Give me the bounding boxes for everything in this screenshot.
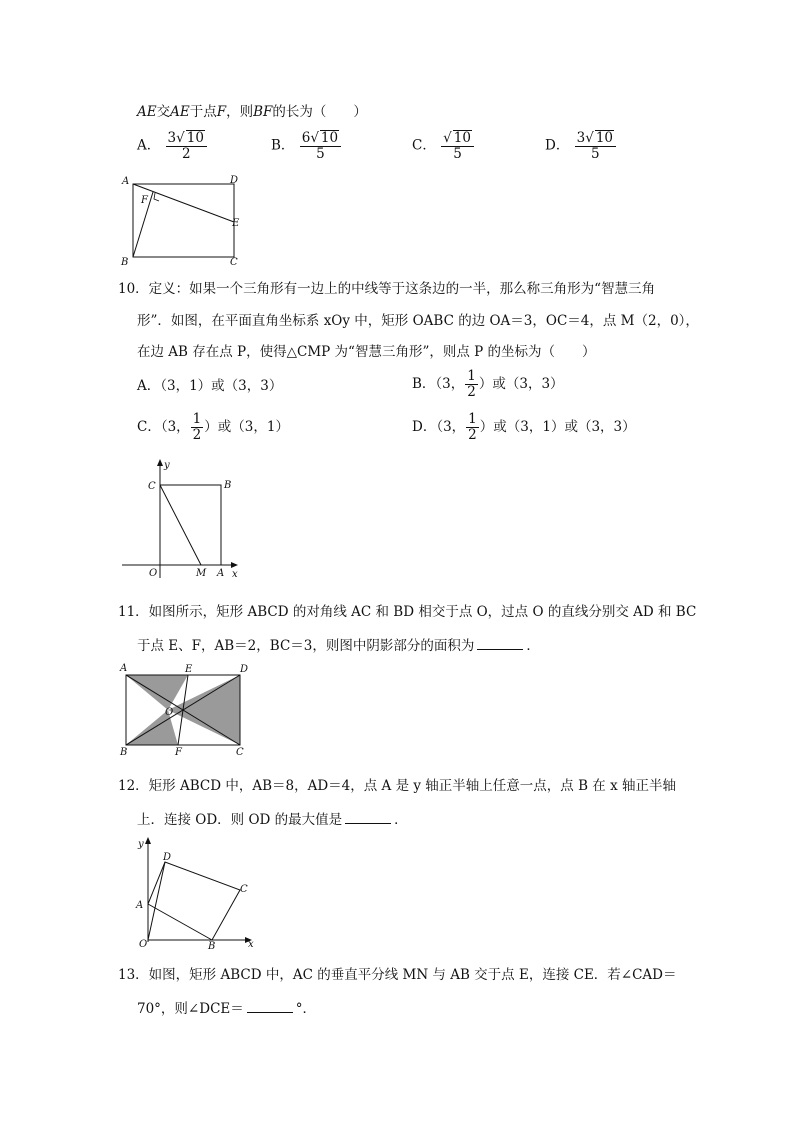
q10-option-a: A．（3，1）或（3，3） bbox=[137, 378, 283, 394]
q10-x-arrow-icon bbox=[231, 562, 238, 568]
q9-label-b: B bbox=[121, 257, 129, 268]
q12-y-arrow-icon bbox=[145, 837, 151, 844]
q9-seg-f: F bbox=[216, 104, 227, 120]
q11-label-o: O bbox=[165, 707, 174, 718]
q11-label-d: D bbox=[240, 664, 249, 675]
q12-label-c: C bbox=[240, 884, 248, 895]
q9-option-c-fraction: $\frac{√ 10}{5}$ bbox=[441, 130, 474, 162]
q12-rectangle bbox=[148, 862, 240, 940]
q9-rectangle bbox=[133, 184, 234, 257]
q11-label-f: F bbox=[175, 747, 182, 758]
q11-label-a: A bbox=[120, 663, 128, 674]
q9-stem-tail bbox=[137, 103, 367, 121]
q12-stem-line-2: 上．连接 OD．则 OD 的最大值是 ． bbox=[137, 809, 408, 829]
q12-label-y: y bbox=[138, 839, 144, 850]
q9-seg-jiao: 交 bbox=[156, 104, 171, 120]
q9-figure bbox=[118, 172, 248, 268]
q9-option-b: B． $\frac{6√ 10}{5}$ bbox=[271, 130, 342, 162]
q11-stem-line-2: 于点 E、F，AB＝2，BC＝3，则图中阴影部分的面积为 ． bbox=[137, 635, 540, 655]
q12-label-b: B bbox=[208, 941, 216, 950]
q10-option-c: C．（3， $\frac{1}{2}$ ）或（3，1） bbox=[137, 411, 289, 443]
q12-stem-line-1: 12．矩形 ABCD 中，AB＝8，AD＝4，点 A 是 y 轴正半轴上任意一点，点 B 在 x 轴正半轴 bbox=[118, 778, 676, 794]
q9-segment-ae bbox=[133, 184, 234, 222]
q11-label-c: C bbox=[236, 747, 244, 758]
q12-segment-od bbox=[148, 862, 165, 940]
q13-stem-line-2: 70°，则∠DCE＝ °． bbox=[137, 998, 316, 1018]
q9-label-d: D bbox=[230, 175, 239, 186]
q11-label-b: B bbox=[120, 747, 128, 758]
q9-option-d-fraction: $\frac{3√ 10}{5}$ bbox=[575, 130, 616, 162]
q10-label-c: C bbox=[148, 481, 156, 492]
q10-segment-cm bbox=[160, 485, 201, 565]
q12-label-a: A bbox=[136, 900, 144, 911]
q9-option-d: D． $\frac{3√ 10}{5}$ bbox=[545, 130, 617, 162]
q10-y-arrow-icon bbox=[157, 459, 163, 466]
q10-option-b: B．（3， $\frac{1}{2}$ ）或（3，3） bbox=[412, 368, 564, 400]
radical-icon: √ bbox=[585, 130, 594, 146]
q10-figure bbox=[118, 458, 248, 582]
radical-icon: √ bbox=[310, 130, 319, 146]
q11-stem-line-1: 11．如图所示，矩形 ABCD 的对角线 AC 和 BD 相交于点 O，过点 O 的直线分别交 AD 和 BC bbox=[118, 604, 697, 620]
q10-label-o: O bbox=[149, 568, 158, 579]
q9-right-angle-mark bbox=[154, 193, 159, 201]
q10-stem-line-2: 形”．如图，在平面直角坐标系 xOy 中，矩形 OABC 的边 OA＝3，OC＝4，点 M（2，0）， bbox=[137, 313, 699, 329]
q9-label-c: C bbox=[230, 257, 238, 268]
q12-answer-blank[interactable] bbox=[345, 809, 391, 824]
q12-figure bbox=[128, 834, 263, 950]
q10-label-x: x bbox=[232, 569, 238, 580]
q9-seg-bf: BF bbox=[253, 104, 273, 120]
q9-seg-yudian: 于点 bbox=[189, 104, 217, 120]
q9-label-a: A bbox=[122, 176, 130, 187]
q11-figure bbox=[116, 660, 256, 758]
q11-answer-blank[interactable] bbox=[477, 635, 523, 650]
q9-option-b-fraction: $\frac{6√ 10}{5}$ bbox=[300, 130, 341, 162]
q10-label-a: A bbox=[217, 568, 225, 579]
q9-seg-ze: ，则 bbox=[226, 104, 254, 120]
q10-label-y: y bbox=[164, 460, 170, 471]
q12-label-d: D bbox=[163, 852, 172, 863]
q10-option-d: D．（3， $\frac{1}{2}$ ）或（3，1）或（3，3） bbox=[412, 411, 636, 443]
q9-option-a-fraction: $\frac{3√ 10}{2}$ bbox=[166, 130, 207, 162]
radical-icon: √ bbox=[176, 130, 185, 146]
q9-seg-tail: 的长为（ ） bbox=[272, 104, 367, 120]
q11-label-e: E bbox=[185, 664, 193, 675]
q13-stem-line-1: 13．如图，矩形 ABCD 中，AC 的垂直平分线 MN 与 AB 交于点 E，连接 CE．若∠CAD＝ bbox=[118, 967, 677, 983]
q10-stem-line-1: 10．定义：如果一个三角形有一边上的中线等于这条边的一半，那么称三角形为“智慧三角 bbox=[118, 281, 656, 297]
radical-icon: √ bbox=[443, 130, 452, 146]
q10-rectangle bbox=[160, 485, 221, 565]
q12-label-o: O bbox=[139, 939, 148, 950]
q9-label-e: E bbox=[232, 218, 240, 229]
q9-seg-ae1: AE bbox=[137, 104, 157, 120]
q12-label-x: x bbox=[248, 939, 254, 950]
q9-label-f: F bbox=[141, 195, 148, 206]
q13-answer-blank[interactable] bbox=[247, 998, 293, 1013]
q10-stem-line-3: 在边 AB 存在点 P，使得△CMP 为“智慧三角形”，则点 P 的坐标为（ ） bbox=[137, 344, 596, 360]
q10-label-b: B bbox=[224, 480, 232, 491]
q9-option-a: A． $\frac{3√ 10}{2}$ bbox=[137, 130, 208, 162]
q9-seg-ae2: AE bbox=[170, 104, 190, 120]
q10-label-m: M bbox=[196, 568, 207, 579]
q9-option-c: C． $\frac{√ 10}{5}$ bbox=[412, 130, 475, 162]
